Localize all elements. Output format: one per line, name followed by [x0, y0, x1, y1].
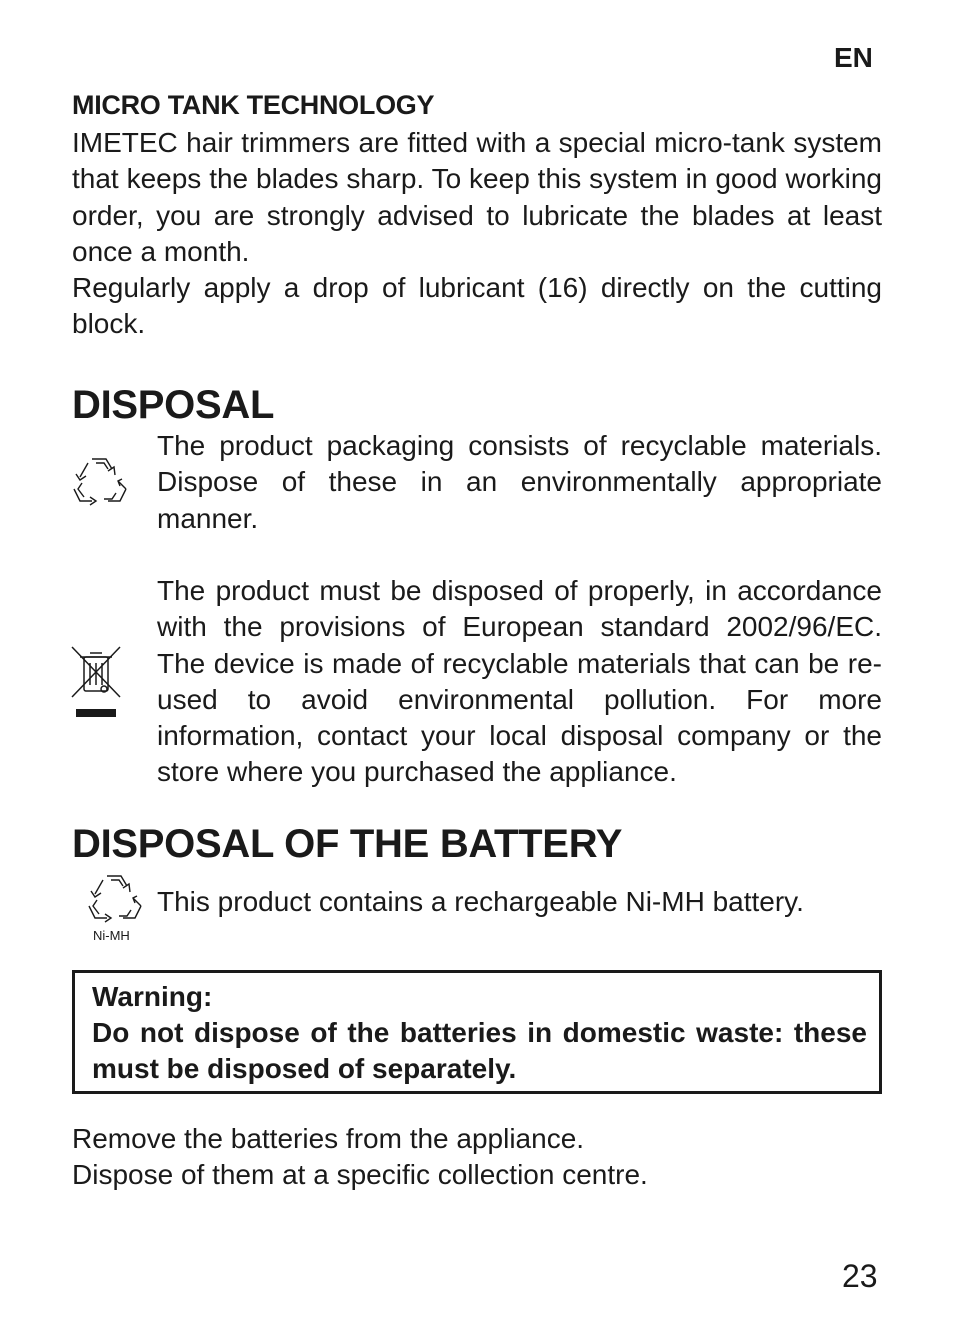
instruction-remove: Remove the batteries from the appliance.	[72, 1123, 585, 1154]
micro-tank-paragraph: IMETEC hair trimmers are fitted with a special micro-tank system that keeps the blades sharp. To keep this system in good working order, you are strongly advised to lubricate the blades at least once a month.	[72, 127, 882, 267]
battery-intro-text: This product contains a rechargeable Ni-MH battery.	[157, 886, 804, 917]
nimh-recycle-icon	[85, 872, 145, 928]
battery-disposal-heading: DISPOSAL OF THE BATTERY	[72, 822, 623, 866]
packaging-disposal-text: The product packaging consists of recyclable materials. Dispose of these in an environmentally appropriate manner.	[157, 430, 882, 534]
micro-tank-heading: MICRO TANK TECHNOLOGY	[72, 90, 435, 120]
page-number: 23	[842, 1258, 878, 1294]
warning-text: Do not dispose of the batteries in domestic waste: these must be disposed of separately.	[92, 1017, 867, 1084]
instruction-collection: Dispose of them at a specific collection centre.	[72, 1159, 648, 1191]
disposal-heading: DISPOSAL	[72, 383, 275, 427]
language-label: EN	[834, 42, 873, 73]
lubricant-paragraph: Regularly apply a drop of lubricant (16) directly on the cutting block.	[72, 272, 882, 340]
crossed-bin-icon	[70, 645, 122, 721]
recycle-icon	[70, 455, 130, 513]
warning-title: Warning:	[92, 981, 213, 1012]
battery-instructions	[72, 1121, 882, 1194]
nimh-icon-label: Ni-MH	[93, 928, 130, 943]
warning-box	[72, 970, 882, 1094]
product-disposal-text: The product must be disposed of properly, in accordance with the provisions of European standard 2002/96/EC. The device is made of recyclable materials that can be re-used to avoid environmental pollution. For more information, contact your local disposal company or the store where you purchased the appliance.	[157, 575, 882, 788]
